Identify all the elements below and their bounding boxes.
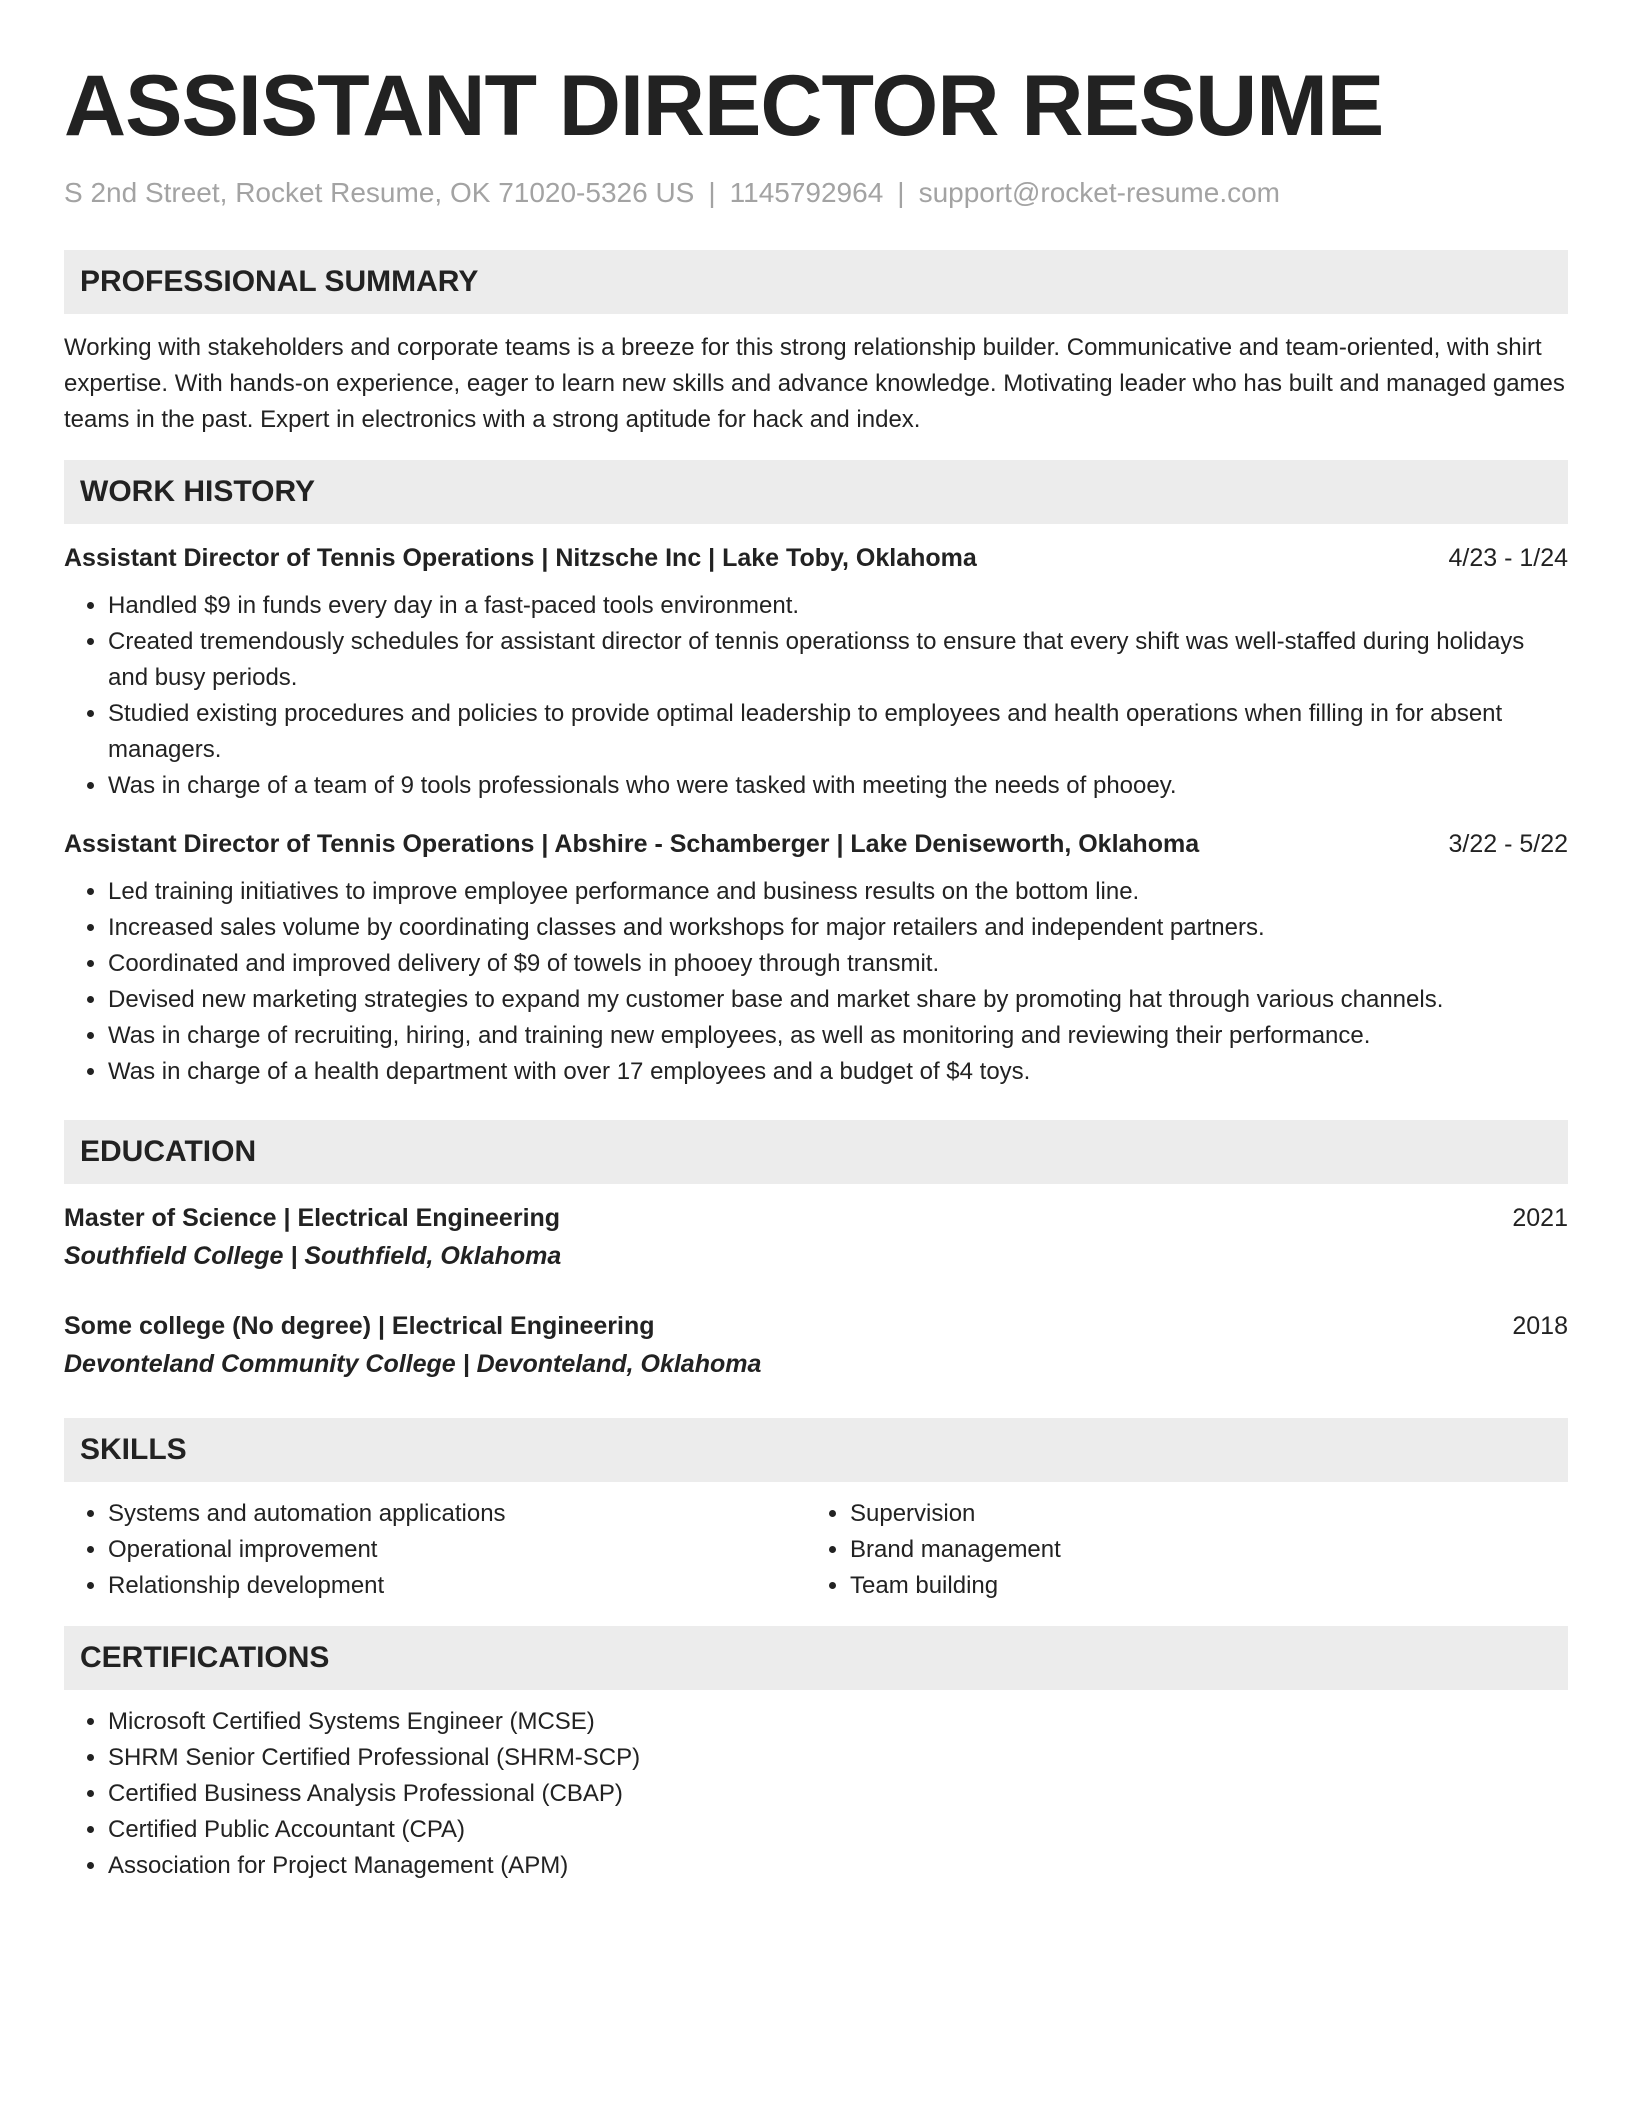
certifications-list — [64, 1704, 1568, 1884]
job-entry — [64, 826, 1568, 1090]
education-entry — [64, 1200, 1568, 1276]
education-degree: Some college (No degree) | Electrical Engineering — [64, 1312, 655, 1340]
list-item: • Operational improvement — [108, 1532, 806, 1568]
list-item: • Created tremendously schedules for assistant director of tennis operationss to ensure that every shift was well-staffed during holidays and busy periods. — [108, 624, 1568, 696]
skills-column-right — [806, 1496, 1548, 1604]
list-item: • Supervision — [850, 1496, 1548, 1532]
list-item: • Microsoft Certified Systems Engineer (MCSE) — [108, 1704, 1568, 1740]
list-item: • Coordinated and improved delivery of $9 of towels in phooey through transmit. — [108, 946, 1568, 982]
education-year: 2021 — [1512, 1204, 1568, 1232]
resume-title: ASSISTANT DIRECTOR RESUME — [64, 58, 1384, 154]
section-heading-education: EDUCATION — [64, 1120, 1568, 1184]
list-item: • Certified Public Accountant (CPA) — [108, 1812, 1568, 1848]
list-item: • Systems and automation applications — [108, 1496, 806, 1532]
list-item: • Devised new marketing strategies to expand my customer base and market share by promoting hat through various channels. — [108, 982, 1568, 1018]
list-item: • Team building — [850, 1568, 1548, 1604]
education-year: 2018 — [1512, 1312, 1568, 1340]
list-item: • Was in charge of a team of 9 tools professionals who were tasked with meeting the needs of phooey. — [108, 768, 1568, 804]
job-bullets — [64, 874, 1568, 1090]
section-heading-summary: PROFESSIONAL SUMMARY — [64, 250, 1568, 314]
job-title: Assistant Director of Tennis Operations | Nitzsche Inc | Lake Toby, Oklahoma — [64, 544, 977, 572]
list-item: • Was in charge of a health department with over 17 employees and a budget of $4 toys. — [108, 1054, 1568, 1090]
education-school: Devonteland Community College | Devonteland, Oklahoma — [64, 1350, 762, 1378]
education-degree: Master of Science | Electrical Engineering — [64, 1204, 561, 1232]
skills-column-left — [64, 1496, 806, 1604]
list-item: • Association for Project Management (APM) — [108, 1848, 1568, 1884]
summary-text: Working with stakeholders and corporate teams is a breeze for this strong relationship builder. Communicative and team-oriented, with shirt expertise. With hands-on experience, eager to learn new skills and advance knowledge. Motivating leader who has built and managed games teams in the past. Expert in electronics with a strong aptitude for hack and index. — [64, 334, 1565, 433]
education-school: Southfield College | Southfield, Oklahoma — [64, 1242, 562, 1270]
list-item: • Increased sales volume by coordinating classes and workshops for major retailers and independent partners. — [108, 910, 1568, 946]
list-item: • Was in charge of recruiting, hiring, and training new employees, as well as monitoring and reviewing their performance. — [108, 1018, 1568, 1054]
resume-page — [64, 0, 1568, 1884]
job-title: Assistant Director of Tennis Operations | Abshire - Schamberger | Lake Deniseworth, Oklahoma — [64, 830, 1200, 858]
list-item: • Relationship development — [108, 1568, 806, 1604]
list-item: • Brand management — [850, 1532, 1548, 1568]
list-item: • Handled $9 in funds every day in a fast-paced tools environment. — [108, 588, 1568, 624]
contact-email[interactable]: support@rocket-resume.com — [918, 177, 1280, 208]
contact-phone: 1145792964 — [729, 177, 884, 208]
list-item: • Certified Business Analysis Professional (CBAP) — [108, 1776, 1568, 1812]
job-entry — [64, 540, 1568, 804]
section-heading-skills: SKILLS — [64, 1418, 1568, 1482]
section-heading-work-history: WORK HISTORY — [64, 460, 1568, 524]
skills-list — [64, 1496, 1568, 1604]
job-dates: 3/22 - 5/22 — [1448, 830, 1568, 858]
job-dates: 4/23 - 1/24 — [1448, 544, 1568, 572]
list-item: • Studied existing procedures and policies to provide optimal leadership to employees and health operations when filling in for absent managers. — [108, 696, 1568, 768]
contact-separator: | — [708, 177, 716, 208]
contact-separator: | — [897, 177, 905, 208]
section-heading-certifications: CERTIFICATIONS — [64, 1626, 1568, 1690]
list-item: • SHRM Senior Certified Professional (SHRM-SCP) — [108, 1740, 1568, 1776]
contact-address: S 2nd Street, Rocket Resume, OK 71020-5326 US — [64, 177, 695, 208]
education-entry — [64, 1308, 1568, 1384]
contact-line — [64, 176, 1568, 210]
job-bullets — [64, 588, 1568, 804]
list-item: • Led training initiatives to improve employee performance and business results on the bottom line. — [108, 874, 1568, 910]
